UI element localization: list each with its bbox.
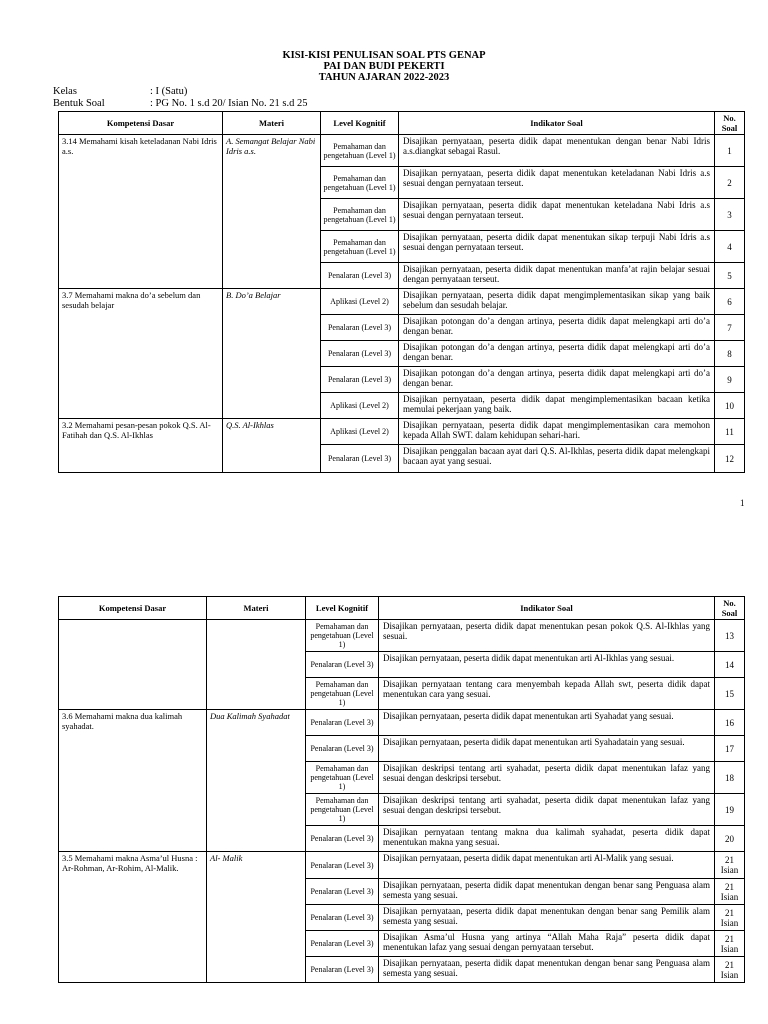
indikator-cell: Disajikan pernyataan, peserta didik dapat menentukan keteladana Nabi Idris a.s sesuai dengan pernyataan terseut. [399,199,715,231]
table-row [59,135,745,167]
indikator-cell: Disajikan pernyataan, peserta didik dapat menentukan dengan benar sang Pemilik alam semesta yang sesuai. [379,905,715,931]
level-cell: Pemahaman dan pengetahuan (Level 1) [321,199,399,231]
kisi-kisi-table-1 [58,111,745,473]
no-soal-cell: 21 Isian [715,879,745,905]
no-soal-cell: 18 [715,762,745,794]
column-header-level: Level Kognitif [321,112,399,135]
table-row [59,852,745,879]
no-soal-cell: 16 [715,710,745,736]
column-header-level: Level Kognitif [306,597,379,620]
document-year: TAHUN AJARAN 2022-2023 [318,72,450,83]
kompetensi-dasar-cell: 3.5 Memahami makna Asma’ul Husna : Ar-Rohman, Ar-Rohim, Al-Malik. [59,852,207,983]
no-soal-cell: 5 [715,263,745,289]
indikator-cell: Disajikan pernyataan tentang cara menyembah kepada Allah swt, peserta didik dapat menentukan cara yang sesuai. [379,678,715,710]
column-header-kd: Kompetensi Dasar [59,597,207,620]
no-soal-cell: 15 [715,678,745,710]
materi-cell: Al- Malik [207,852,306,983]
level-cell: Pemahaman dan pengetahuan (Level 1) [321,167,399,199]
bentuk-soal-value: : PG No. 1 s.d 20/ Isian No. 21 s.d 25 [150,98,308,109]
indikator-cell: Disajikan pernyataan, peserta didik dapat menentukan arti Syahadatain yang sesuai. [379,736,715,762]
indikator-cell: Disajikan deskripsi tentang arti syahadat, peserta didik dapat menentukan lafaz yang sesuai dengan deskripsi tersebut. [379,794,715,826]
table-header-row [59,112,745,135]
kelas-label: Kelas [53,86,77,97]
level-cell: Penalaran (Level 3) [306,931,379,957]
column-header-indikator: Indikator Soal [399,112,715,135]
column-header-no: No. Soal [715,112,745,135]
kelas-line [53,86,187,97]
document-subtitle: PAI DAN BUDI PEKERTI [323,61,445,72]
table-row [59,419,745,445]
level-cell: Penalaran (Level 3) [321,341,399,367]
indikator-cell: Disajikan pernyataan, peserta didik dapat menentukan arti Al-Malik yang sesuai. [379,852,715,879]
indikator-cell: Disajikan potongan do’a dengan artinya, peserta didik dapat melengkapi arti do’a dengan benar. [399,341,715,367]
no-soal-cell: 9 [715,367,745,393]
no-soal-cell: 1 [715,135,745,167]
indikator-cell: Disajikan potongan do’a dengan artinya, peserta didik dapat melengkapi arti do’a dengan benar. [399,367,715,393]
indikator-cell: Disajikan pernyataan tentang makna dua kalimah syahadat, peserta didik dapat menentukan makna yang sesuai. [379,826,715,852]
table-header-row [59,597,745,620]
no-soal-cell: 13 [715,620,745,652]
indikator-cell: Disajikan pernyataan, peserta didik dapat menentukan arti Al-Ikhlas yang sesuai. [379,652,715,678]
no-soal-cell: 21 Isian [715,957,745,983]
indikator-cell: Disajikan pernyataan, peserta didik dapat menentukan pesan pokok Q.S. Al-Ikhlas yang sesuai. [379,620,715,652]
indikator-cell: Disajikan potongan do’a dengan artinya, peserta didik dapat melengkapi arti do’a dengan benar. [399,315,715,341]
level-cell: Penalaran (Level 3) [306,736,379,762]
level-cell: Penalaran (Level 3) [306,652,379,678]
materi-cell: Dua Kalimah Syahadat [207,710,306,852]
level-cell: Penalaran (Level 3) [306,710,379,736]
no-soal-cell: 19 [715,794,745,826]
document-title-block [0,50,768,83]
level-cell: Penalaran (Level 3) [321,367,399,393]
level-cell: Penalaran (Level 3) [306,852,379,879]
table-row [59,710,745,736]
indikator-cell: Disajikan pernyataan, peserta didik dapat menentukan manfa’at rajin belajar sesuai dengan pernyataan terseut. [399,263,715,289]
level-cell: Penalaran (Level 3) [306,905,379,931]
indikator-cell: Disajikan pernyataan, peserta didik dapat mengimplementasikan sikap yang baik sebelum dan sesudah belajar. [399,289,715,315]
no-soal-cell: 3 [715,199,745,231]
table-row [59,289,745,315]
no-soal-cell: 10 [715,393,745,419]
indikator-cell: Disajikan pernyataan, peserta didik dapat menentukan arti Syahadat yang sesuai. [379,710,715,736]
no-soal-cell: 7 [715,315,745,341]
kompetensi-dasar-cell [59,620,207,710]
column-header-materi: Materi [223,112,321,135]
no-soal-cell: 6 [715,289,745,315]
materi-cell [207,620,306,710]
indikator-cell: Disajikan pernyataan, peserta didik dapat menentukan dengan benar sang Penguasa alam semesta yang sesuai. [379,879,715,905]
no-soal-cell: 21 Isian [715,931,745,957]
indikator-cell: Disajikan pernyataan, peserta didik dapat menentukan keteladanan Nabi Idris a.s sesuai dengan pernyataan terseut. [399,167,715,199]
indikator-cell: Disajikan pernyataan, peserta didik dapat mengimplementasikan cara memohon kepada Allah SWT. dalam kehidupan sehari-hari. [399,419,715,445]
column-header-indikator: Indikator Soal [379,597,715,620]
no-soal-cell: 21 Isian [715,905,745,931]
indikator-cell: Disajikan penggalan bacaan ayat dari Q.S. Al-Ikhlas, peserta didik dapat melengkapi bacaan ayat yang sesuai. [399,445,715,473]
level-cell: Pemahaman dan pengetahuan (Level 1) [306,762,379,794]
level-cell: Pemahaman dan pengetahuan (Level 1) [321,231,399,263]
materi-cell: B. Do’a Belajar [223,289,321,419]
indikator-cell: Disajikan pernyataan, peserta didik dapat menentukan dengan benar Nabi Idris a.s.diangkat sebagai Rasul. [399,135,715,167]
level-cell: Aplikasi (Level 2) [321,419,399,445]
level-cell: Aplikasi (Level 2) [321,393,399,419]
table-row [59,620,745,652]
kompetensi-dasar-cell: 3.7 Memahami makna do’a sebelum dan sesudah belajar [59,289,223,419]
indikator-cell: Disajikan pernyataan, peserta didik dapat mengimplementasikan bacaan ketika memulai pekerjaan yang baik. [399,393,715,419]
materi-cell: Q.S. Al-Ikhlas [223,419,321,473]
level-cell: Pemahaman dan pengetahuan (Level 1) [321,135,399,167]
no-soal-cell: 14 [715,652,745,678]
no-soal-cell: 21 Isian [715,852,745,879]
no-soal-cell: 2 [715,167,745,199]
kompetensi-dasar-cell: 3.2 Memahami pesan-pesan pokok Q.S. Al-Fatihah dan Q.S. Al-Ikhlas [59,419,223,473]
level-cell: Penalaran (Level 3) [321,445,399,473]
level-cell: Penalaran (Level 3) [321,315,399,341]
bentuk-soal-label: Bentuk Soal [53,98,105,109]
no-soal-cell: 4 [715,231,745,263]
no-soal-cell: 8 [715,341,745,367]
kompetensi-dasar-cell: 3.14 Memahami kisah keteladanan Nabi Idris a.s. [59,135,223,289]
level-cell: Penalaran (Level 3) [306,957,379,983]
no-soal-cell: 11 [715,419,745,445]
indikator-cell: Disajikan Asma’ul Husna yang artinya “Allah Maha Raja” peserta didik dapat menentukan lafaz yang sesuai dengan pernyataan tersebut. [379,931,715,957]
indikator-cell: Disajikan pernyataan, peserta didik dapat menentukan dengan benar sang Penguasa alam semesta yang sesuai. [379,957,715,983]
no-soal-cell: 17 [715,736,745,762]
level-cell: Pemahaman dan pengetahuan (Level 1) [306,678,379,710]
bentuk-soal-line [53,98,308,109]
kompetensi-dasar-cell: 3.6 Memahami makna dua kalimah syahadat. [59,710,207,852]
level-cell: Penalaran (Level 3) [306,879,379,905]
indikator-cell: Disajikan pernyataan, peserta didik dapat menentukan sikap terpuji Nabi Idris a.s sesuai dengan pernyataan terseut. [399,231,715,263]
column-header-no: No. Soal [715,597,745,620]
kelas-value: : I (Satu) [150,86,188,97]
level-cell: Penalaran (Level 3) [321,263,399,289]
level-cell: Pemahaman dan pengetahuan (Level 1) [306,620,379,652]
column-header-materi: Materi [207,597,306,620]
page-number: 1 [740,498,745,508]
no-soal-cell: 12 [715,445,745,473]
no-soal-cell: 20 [715,826,745,852]
materi-cell: A. Semangat Belajar Nabi Idris a.s. [223,135,321,289]
column-header-kd: Kompetensi Dasar [59,112,223,135]
document-title: KISI-KISI PENULISAN SOAL PTS GENAP [282,50,486,61]
indikator-cell: Disajikan deskripsi tentang arti syahadat, peserta didik dapat menentukan lafaz yang sesuai dengan deskripsi tersebut. [379,762,715,794]
kisi-kisi-table-2 [58,596,745,983]
level-cell: Pemahaman dan pengetahuan (Level 1) [306,794,379,826]
level-cell: Aplikasi (Level 2) [321,289,399,315]
level-cell: Penalaran (Level 3) [306,826,379,852]
